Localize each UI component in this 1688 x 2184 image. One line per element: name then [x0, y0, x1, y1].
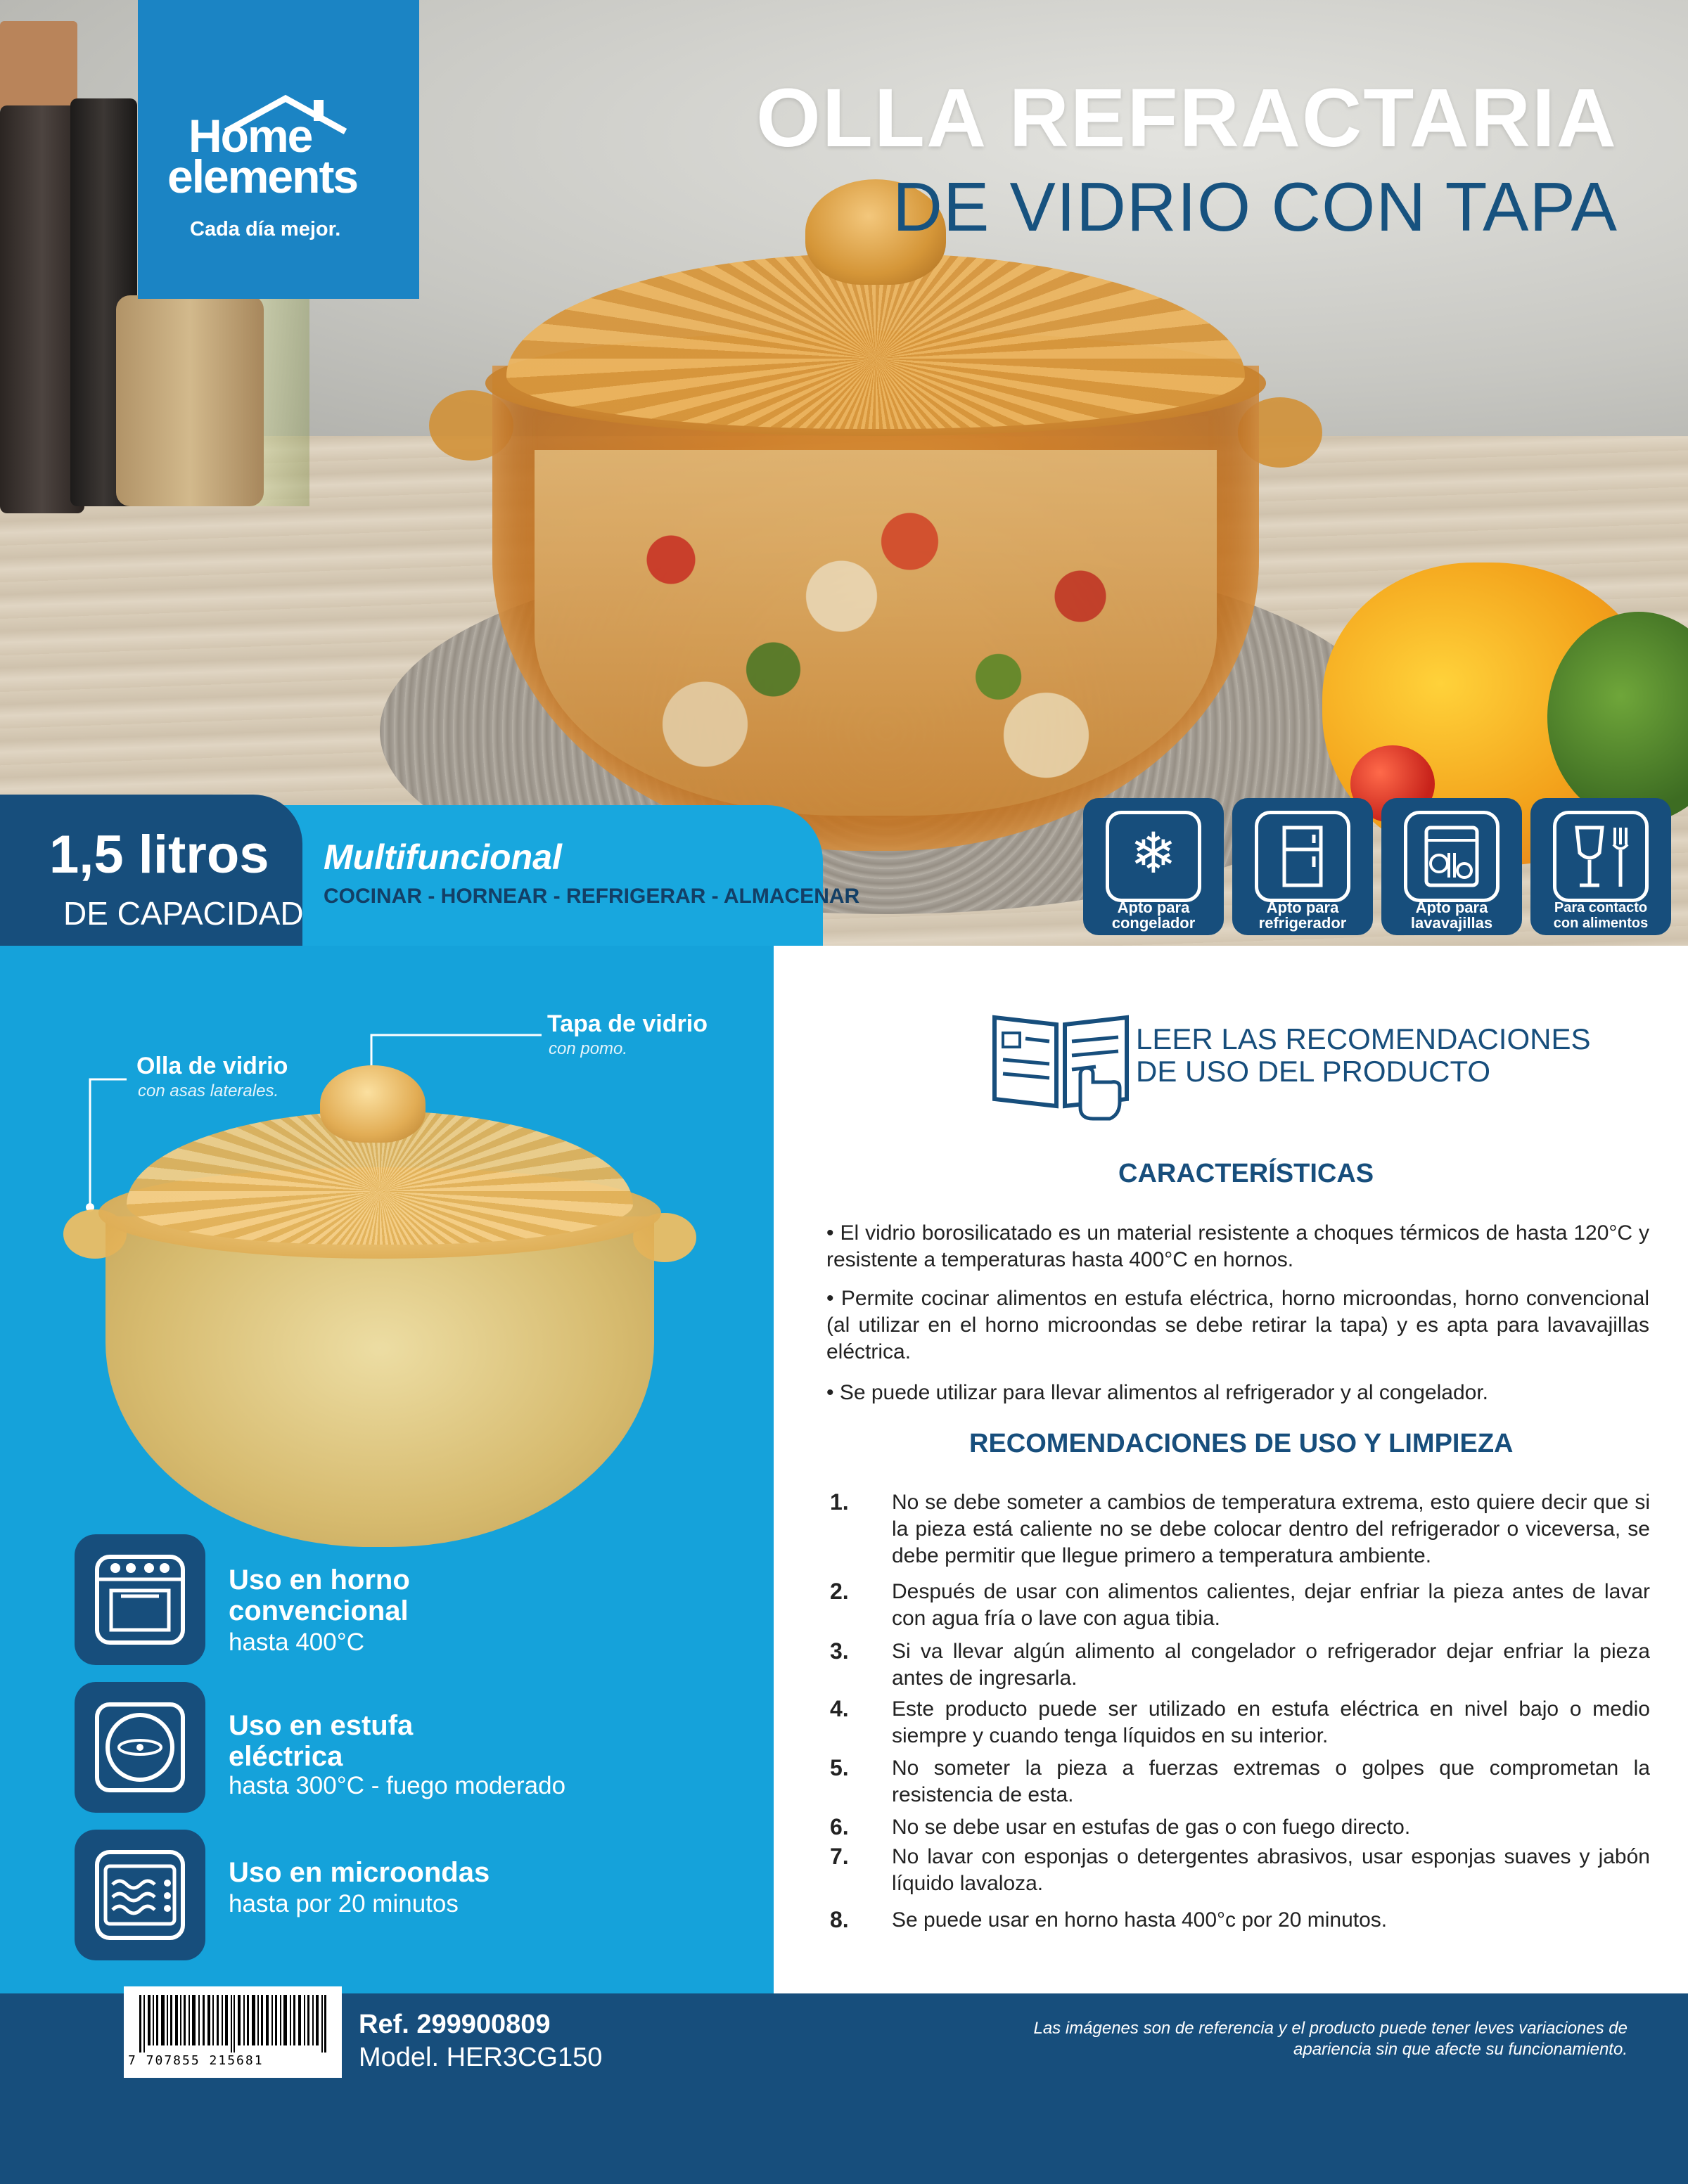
rec-number: 8.	[830, 1907, 849, 1932]
rec-text: No se debe someter a cambios de temperatura extrema, esto quiere decir que si la pieza está caliente no se debe colocar dentro del refrigerador o viceversa, se debe permitir que llegue primero a temperatura ambiente.	[892, 1491, 1650, 1567]
fridge-icon	[1281, 825, 1324, 888]
capacity-value: 1,5 litros	[49, 825, 269, 885]
usage-microwave-sub: hasta por 20 minutos	[229, 1890, 459, 1918]
feature-text: Se puede utilizar para llevar alimentos al refrigerador y al congelador.	[839, 1381, 1489, 1404]
reference-number: Ref. 299900809	[359, 2010, 551, 2039]
rec-text: No se debe usar en estufas de gas o con fuego directo.	[892, 1816, 1411, 1839]
usage-microwave	[75, 1830, 205, 1960]
pasta-food	[535, 450, 1217, 816]
barcode-number: 7 707855 215681	[128, 2053, 264, 2068]
rec-text: Este producto puede ser utilizado en estufa eléctrica en nivel bajo o medio siempre y cuando tenga líquidos en su interior.	[892, 1697, 1650, 1747]
feature-text: El vidrio borosilicatado es un material resistente a choques térmicos de hasta 120°C y resistente a temperaturas hasta 400°C en hornos.	[826, 1221, 1649, 1271]
rec-text: No someter la pieza a fuerzas extremas o golpes que comprometan la resistencia de esta.	[892, 1756, 1650, 1806]
rec-number: 3.	[830, 1638, 849, 1664]
read-recommendations-note	[1136, 1023, 1591, 1088]
badge-label: Para contacto	[1554, 900, 1648, 916]
rec-text: Se puede usar en horno hasta 400°c por 20 minutos.	[892, 1908, 1388, 1932]
badge-label: refrigerador	[1258, 914, 1347, 932]
lid-callout-title: Tapa de vidrio	[547, 1010, 708, 1037]
usage-stove-title: eléctrica	[229, 1741, 343, 1772]
brand-name-elements: elements	[167, 150, 358, 203]
rec-number: 7.	[830, 1844, 849, 1869]
badge-label: Apto para	[1266, 899, 1339, 916]
badge-fridge	[1232, 798, 1373, 935]
oven-icon	[94, 1554, 186, 1645]
multifunction-uses: COCINAR - HORNEAR - REFRIGERAR - ALMACENAR	[324, 885, 860, 908]
rec-number: 5.	[830, 1755, 849, 1780]
badge-label: Apto para	[1415, 899, 1488, 916]
usage-oven	[75, 1534, 205, 1665]
read-manual-icon	[990, 1009, 1131, 1122]
badge-label: con alimentos	[1553, 916, 1649, 931]
dishwasher-icon	[1424, 825, 1480, 888]
badge-food-contact	[1530, 798, 1671, 935]
stove-icon	[94, 1702, 186, 1793]
usage-microwave-title: Uso en microondas	[229, 1857, 490, 1888]
rec-number: 4.	[830, 1696, 849, 1721]
product-lid-knob	[320, 1065, 426, 1143]
feature-item: • El vidrio borosilicatado es un material resistente a choques térmicos de hasta 120°C y resistente a temperaturas hasta 400°C en hornos.	[826, 1221, 1649, 1271]
usage-oven-title: convencional	[229, 1595, 409, 1626]
brand-tagline: Cada día mejor.	[190, 218, 341, 240]
pepper-grinder-cap	[0, 21, 77, 113]
badge-label: lavavajillas	[1410, 914, 1493, 932]
pot-callout-sub: con asas laterales.	[138, 1081, 279, 1100]
usage-stove-title: Uso en estufa	[229, 1710, 414, 1741]
rec-number: 1.	[830, 1489, 849, 1515]
brand-logo	[138, 0, 419, 299]
read-line: DE USO DEL PRODUCTO	[1136, 1055, 1491, 1088]
product-subtitle: DE VIDRIO CON TAPA	[893, 168, 1618, 245]
snowflake-icon: ❄	[1130, 822, 1177, 885]
feature-text: Permite cocinar alimentos en estufa eléctrica, horno microondas, horno convencional (al utilizar en el horno microondas se debe retirar la tapa) y es apta para lavavajillas eléctrica.	[826, 1287, 1649, 1363]
herb-jar	[116, 295, 264, 506]
rec-text: No lavar con esponjas o detergentes abrasivos, usar esponjas suaves y jabón líquido lavaloza.	[892, 1845, 1650, 1895]
feature-item: • Se puede utilizar para llevar alimentos al refrigerador y al congelador.	[826, 1381, 1489, 1404]
read-line: LEER LAS RECOMENDACIONES	[1136, 1022, 1591, 1055]
disclaimer-text: Las imágenes son de referencia y el producto puede tener leves variaciones de apariencia sin que afecte su funcionamiento.	[1033, 2019, 1628, 2059]
badge-dishwasher	[1381, 798, 1522, 935]
rec-number: 6.	[830, 1814, 849, 1839]
rec-text: Si va llevar algún alimento al congelador o refrigerador dejar enfriar la pieza antes de ingresarla.	[892, 1640, 1650, 1690]
multifunction-title: Multifuncional	[324, 837, 562, 877]
product-title: OLLA REFRACTARIA	[756, 72, 1618, 165]
usage-stove-sub: hasta 300°C - fuego moderado	[229, 1772, 566, 1799]
features-title: CARACTERÍSTICAS	[1118, 1159, 1374, 1188]
usage-oven-sub: hasta 400°C	[229, 1629, 365, 1656]
rec-text: Después de usar con alimentos calientes, dejar enfriar la pieza antes de lavar con agua fría o lave con agua tibia.	[892, 1580, 1650, 1630]
capacity-label: DE CAPACIDAD	[63, 895, 304, 932]
badge-label: Apto para	[1117, 899, 1190, 916]
usage-stove	[75, 1682, 205, 1813]
badge-freezer	[1083, 798, 1224, 935]
usage-oven-title: Uso en horno	[229, 1565, 410, 1595]
brand-name-home: Home	[188, 110, 312, 162]
lid-callout-sub: con pomo.	[549, 1039, 628, 1058]
feature-item: • Permite cocinar alimentos en estufa eléctrica, horno microondas, horno convencional (al utilizar en el horno microondas se debe retirar la tapa) y es apta para lavavajillas eléctrica.	[826, 1287, 1649, 1363]
recommendations-title: RECOMENDACIONES DE USO Y LIMPIEZA	[969, 1429, 1514, 1458]
barcode-bars	[139, 1995, 326, 2053]
microwave-icon	[94, 1849, 186, 1941]
glass-fork-icon	[1571, 823, 1630, 891]
rec-number: 2.	[830, 1579, 849, 1604]
badge-label: congelador	[1111, 914, 1196, 932]
model-number: Model. HER3CG150	[359, 2043, 603, 2072]
pot-callout-title: Olla de vidrio	[136, 1053, 288, 1079]
